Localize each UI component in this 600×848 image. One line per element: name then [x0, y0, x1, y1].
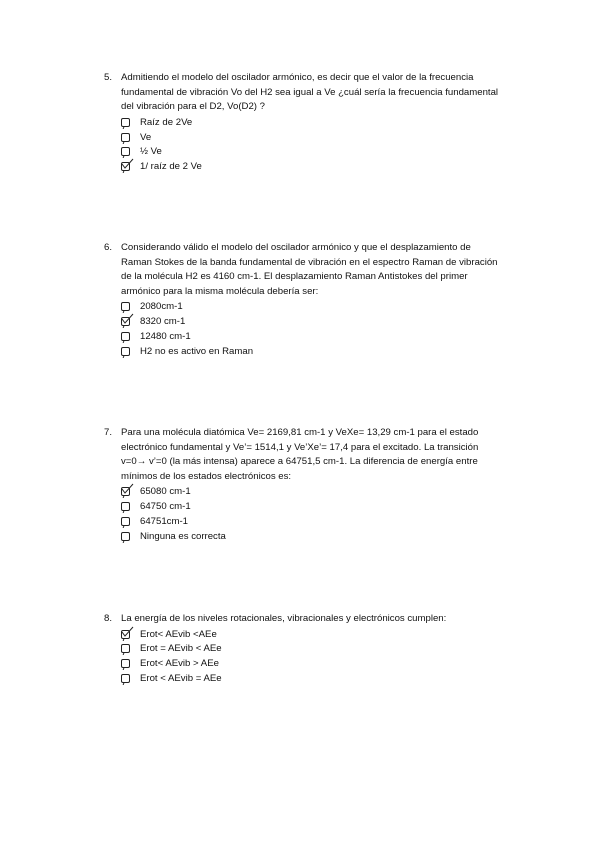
checkbox-icon[interactable]	[121, 147, 130, 156]
option-label: Erot < AEvib = AEe	[140, 672, 222, 684]
option-label: 65080 cm-1	[140, 486, 191, 498]
option-label: Ve	[140, 131, 152, 143]
answer-option[interactable]	[104, 300, 504, 315]
option-label: Raíz de 2Ve	[140, 116, 193, 128]
answer-options	[104, 628, 504, 687]
question-number: 6.	[104, 242, 113, 253]
checkmark-icon	[121, 482, 134, 495]
checkbox-icon[interactable]	[121, 302, 130, 311]
question-stem	[104, 426, 504, 484]
checkbox-icon[interactable]	[121, 118, 130, 127]
answer-option[interactable]	[104, 500, 504, 515]
answer-option[interactable]	[104, 131, 504, 146]
checkbox-icon[interactable]	[121, 347, 130, 356]
checkmark-icon	[121, 157, 134, 170]
question-stem	[104, 241, 504, 299]
answer-options	[104, 485, 504, 544]
answer-options	[104, 116, 504, 175]
checkbox-icon[interactable]	[121, 644, 130, 653]
checkmark-icon	[121, 625, 134, 638]
option-label: H2 no es activo en Raman	[140, 345, 254, 357]
answer-option[interactable]	[104, 530, 504, 545]
question-stem	[104, 612, 504, 627]
checkbox-icon[interactable]	[121, 502, 130, 511]
option-label: 64751cm-1	[140, 515, 188, 527]
question-number: 5.	[104, 72, 113, 83]
checkbox-icon[interactable]	[121, 133, 130, 142]
question-text: Considerando válido el modelo del oscilador armónico y que el desplazamiento de Raman Stokes de la banda fundamental de vibración en el espectro Raman de vibración de la molécula H2 es 4160 cm-1. El desplazamiento Raman Antistokes del primer armónico para la misma molécula debería ser:	[121, 242, 498, 297]
answer-option[interactable]	[104, 642, 504, 657]
answer-option[interactable]	[104, 345, 504, 360]
answer-option[interactable]	[104, 160, 504, 175]
question-text: Para una molécula diatómica Ve= 2169,81 cm-1 y VeXe= 13,29 cm-1 para el estado electrónico fundamental y Ve’= 1514,1 y Ve’Xe’= 17,4 para el excitado. La transición v=0→ v’=0 (la más intensa) aparece a 64751,5 cm-1. La diferencia de energía entre mínimos de los estados electrónicos es:	[121, 427, 479, 482]
question-number: 7.	[104, 427, 113, 438]
option-label: 64750 cm-1	[140, 501, 191, 513]
answer-option[interactable]	[104, 628, 504, 643]
option-label: Ninguna es correcta	[140, 530, 226, 542]
option-label: 2080cm-1	[140, 301, 183, 313]
checkbox-icon[interactable]	[121, 517, 130, 526]
option-label: 1/ raíz de 2 Ve	[140, 161, 202, 173]
question-5	[104, 71, 504, 175]
answer-option[interactable]	[104, 145, 504, 160]
question-stem	[104, 71, 504, 115]
checkbox-icon[interactable]	[121, 532, 130, 541]
answer-option[interactable]	[104, 672, 504, 687]
question-7	[104, 426, 504, 545]
checkbox-icon[interactable]	[121, 659, 130, 668]
option-label: Erot< AEvib > AEe	[140, 658, 219, 670]
checkbox-icon[interactable]	[121, 332, 130, 341]
answer-option[interactable]	[104, 330, 504, 345]
question-number: 8.	[104, 613, 113, 624]
option-label: 8320 cm-1	[140, 316, 186, 328]
answer-option[interactable]	[104, 116, 504, 131]
option-label: 12480 cm-1	[140, 330, 191, 342]
question-text: La energía de los niveles rotacionales, vibracionales y electrónicos cumplen:	[121, 613, 447, 624]
question-text: Admitiendo el modelo del oscilador armónico, es decir que el valor de la frecuencia fundamental de vibración Vo del H2 sea igual a Ve ¿cuál sería la frecuencia fundamental del vibración para el D2, Vo(D2) ?	[121, 72, 499, 113]
checkbox-icon[interactable]	[121, 674, 130, 683]
answer-options	[104, 300, 504, 359]
answer-option[interactable]	[104, 515, 504, 530]
question-8	[104, 612, 504, 687]
answer-option[interactable]	[104, 315, 504, 330]
question-6	[104, 241, 504, 360]
answer-option[interactable]	[104, 657, 504, 672]
option-label: Erot< AEvib <AEe	[140, 628, 217, 640]
checkmark-icon	[121, 312, 134, 325]
option-label: Erot = AEvib < AEe	[140, 643, 222, 655]
option-label: ½ Ve	[140, 146, 162, 158]
answer-option[interactable]	[104, 485, 504, 500]
